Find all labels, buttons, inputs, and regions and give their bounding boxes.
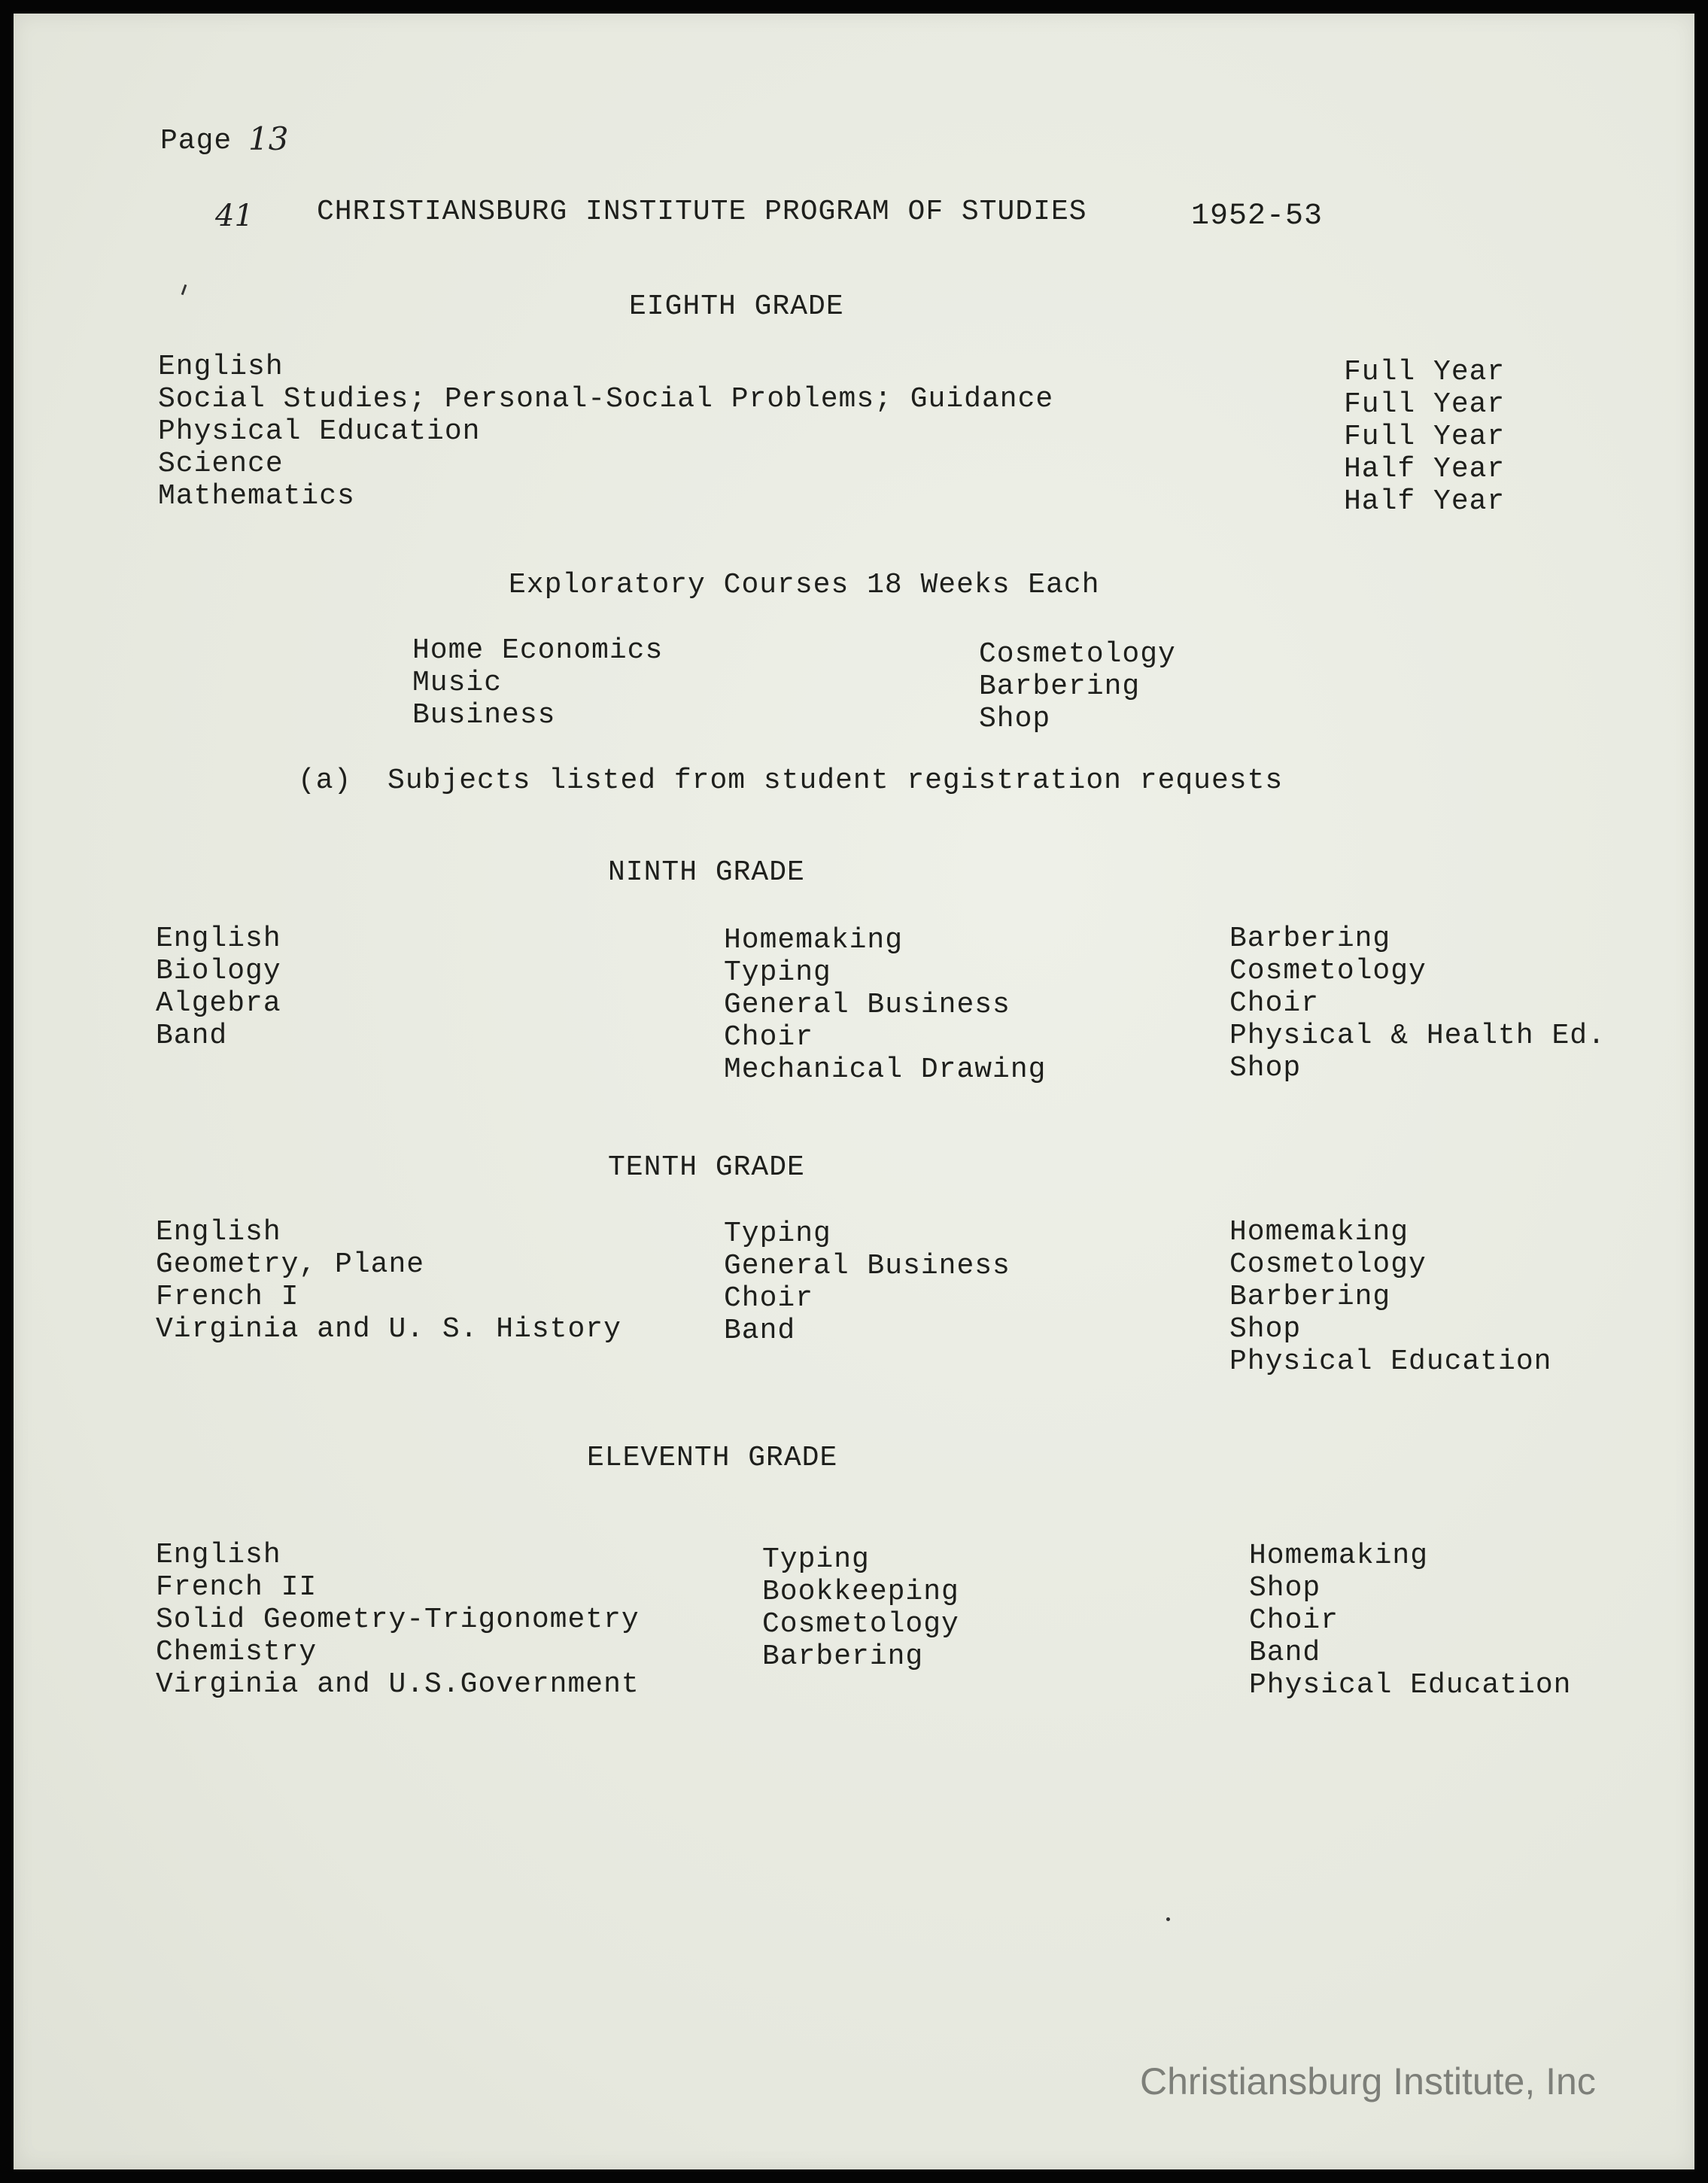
list-item: Typing <box>724 1218 831 1250</box>
eleventh-grade-col1 <box>156 1539 640 1701</box>
ninth-grade-col2 <box>724 924 1046 1086</box>
registration-note: (a) Subjects listed from student registration requests <box>298 765 1284 797</box>
exploratory-right-list <box>979 638 1176 735</box>
list-item: General Business <box>724 1250 1011 1282</box>
ninth-grade-heading: NINTH GRADE <box>608 856 805 889</box>
list-item: Algebra <box>156 987 281 1020</box>
margin-number-handwritten: 41 <box>215 199 254 233</box>
page-number-handwritten: 13 <box>248 120 289 157</box>
tenth-grade-col3 <box>1229 1216 1551 1378</box>
list-item: Choir <box>1249 1604 1339 1637</box>
tenth-grade-col1 <box>156 1216 622 1345</box>
list-item: Biology <box>156 955 281 987</box>
list-item: Homemaking <box>1249 1540 1429 1572</box>
eighth-grade-subjects <box>158 351 1053 512</box>
list-item: English <box>156 1539 281 1571</box>
list-item: Band <box>1249 1637 1321 1669</box>
eleventh-grade-col3 <box>1249 1540 1571 1701</box>
subject-name: Science <box>158 448 284 480</box>
list-item: Band <box>724 1315 796 1347</box>
list-item: Typing <box>762 1543 870 1576</box>
subject-duration: Half Year <box>1344 485 1506 518</box>
list-item: Shop <box>1249 1572 1321 1604</box>
list-item: Cosmetology <box>762 1608 959 1640</box>
document-page <box>14 14 1694 2169</box>
list-item: Virginia and U.S.Government <box>156 1668 640 1701</box>
exploratory-heading: Exploratory Courses 18 Weeks Each <box>509 569 1100 601</box>
eleventh-grade-col2 <box>762 1543 959 1673</box>
subject-name: Social Studies; Personal-Social Problems; Guidance <box>158 383 1054 415</box>
list-item: Cosmetology <box>1229 955 1427 987</box>
list-item: Barbering <box>979 670 1141 703</box>
list-item: French II <box>156 1571 318 1604</box>
list-item: General Business <box>724 989 1011 1021</box>
tenth-grade-col2 <box>724 1218 1011 1347</box>
exploratory-left-list <box>412 634 663 731</box>
list-item: Homemaking <box>1229 1216 1409 1248</box>
list-item: Barbering <box>1229 923 1391 955</box>
list-item: Bookkeeping <box>762 1576 959 1608</box>
list-item: Physical Education <box>1249 1669 1572 1701</box>
list-item: Shop <box>1229 1313 1302 1345</box>
list-item: Choir <box>724 1282 814 1315</box>
subject-duration: Full Year <box>1344 421 1506 453</box>
list-item: Shop <box>979 703 1051 735</box>
list-item: Virginia and U. S. History <box>156 1313 622 1345</box>
list-item: Choir <box>1229 987 1320 1020</box>
list-item: Band <box>156 1020 228 1052</box>
subject-name: English <box>158 351 284 383</box>
list-item: English <box>156 923 281 955</box>
eleventh-grade-heading: ELEVENTH GRADE <box>587 1442 838 1474</box>
list-item: English <box>156 1216 281 1248</box>
list-item: Barbering <box>1229 1281 1391 1313</box>
stray-mark <box>181 284 187 295</box>
list-item: Home Economics <box>412 634 664 667</box>
list-item: Music <box>412 667 503 699</box>
list-item: French I <box>156 1281 299 1313</box>
tenth-grade-heading: TENTH GRADE <box>608 1151 805 1184</box>
list-item: Barbering <box>762 1640 924 1673</box>
list-item: Physical Education <box>1229 1345 1552 1378</box>
subject-duration: Half Year <box>1344 453 1506 485</box>
ninth-grade-col1 <box>156 923 281 1052</box>
list-item: Chemistry <box>156 1636 318 1668</box>
list-item: Solid Geometry-Trigonometry <box>156 1604 640 1636</box>
eighth-grade-heading: EIGHTH GRADE <box>629 290 844 323</box>
list-item: Typing <box>724 956 831 989</box>
subject-duration: Full Year <box>1344 388 1506 421</box>
list-item: Choir <box>724 1021 814 1053</box>
subject-name: Mathematics <box>158 480 355 512</box>
document-title: CHRISTIANSBURG INSTITUTE PROGRAM OF STUDIES <box>317 196 1087 228</box>
list-item: Cosmetology <box>1229 1248 1427 1281</box>
eighth-grade-durations <box>1344 356 1505 518</box>
ninth-grade-col3 <box>1229 923 1606 1084</box>
list-item: Geometry, Plane <box>156 1248 425 1281</box>
list-item: Physical & Health Ed. <box>1229 1020 1606 1052</box>
subject-name: Physical Education <box>158 415 481 448</box>
list-item: Shop <box>1229 1052 1302 1084</box>
list-item: Cosmetology <box>979 638 1176 670</box>
list-item: Mechanical Drawing <box>724 1053 1047 1086</box>
archive-watermark: Christiansburg Institute, Inc <box>1140 2060 1596 2102</box>
document-year: 1952-53 <box>1191 199 1324 233</box>
subject-duration: Full Year <box>1344 356 1506 388</box>
page-label: Page <box>160 125 232 157</box>
list-item: Business <box>412 699 556 731</box>
stray-dot <box>1166 1917 1170 1921</box>
list-item: Homemaking <box>724 924 904 956</box>
